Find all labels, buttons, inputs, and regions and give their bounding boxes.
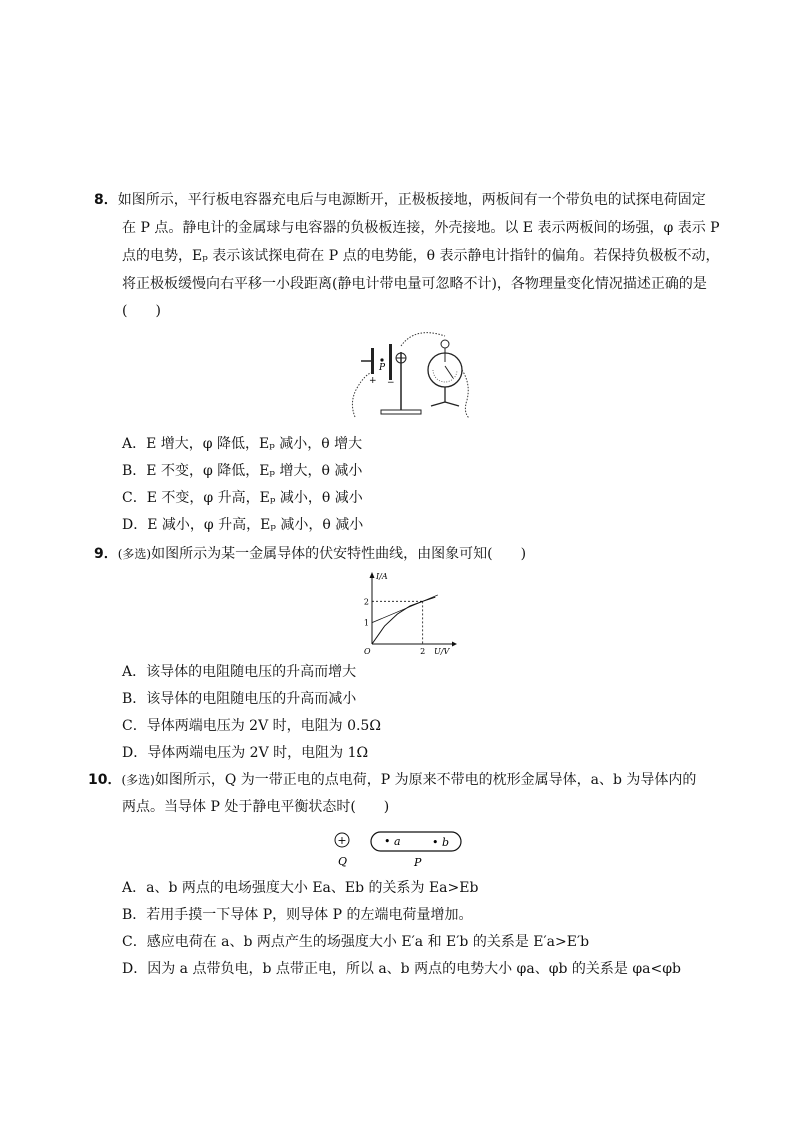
q8-number: 8．: [94, 192, 118, 208]
q8-line-1: [94, 190, 706, 210]
q10-option-b: B．若用手摸一下导体 P，则导体 P 的左端电荷量增加。: [122, 907, 473, 923]
charge-q-label: Q: [338, 855, 348, 868]
point-b-label: • b: [432, 836, 450, 849]
q8-stem-line-2: 在 P 点。静电计的金属球与电容器的负极板连接，外壳接地。以 E 表示两板间的场强，φ 表示 P: [122, 220, 720, 236]
y-axis-label: I/A: [376, 572, 388, 581]
q10-multi-tag: (多选): [121, 773, 155, 787]
charge-point-p: [380, 358, 383, 361]
tangent-line: [372, 595, 438, 623]
electrometer-scale: [433, 370, 457, 382]
q10-option-a: A．a、b 两点的电场强度大小 Ea、Eb 的关系为 Ea>Eb: [122, 880, 479, 896]
ground-wire-right: [462, 370, 469, 418]
positive-plate: [371, 348, 374, 374]
point-a-label: • a: [384, 835, 401, 848]
label-plus: +: [369, 376, 377, 386]
iv-curve-line: [372, 597, 435, 644]
electrometer-foot-left: [431, 402, 445, 406]
origin-label: O: [364, 647, 371, 656]
q9-line-1: [94, 544, 526, 564]
q10-stem-line-2: 两点。当导体 P 处于静电平衡状态时( ): [122, 799, 390, 815]
q8-stem-line-3: 点的电势，Eₚ 表示该试探电荷在 P 点的电势能，θ 表示静电计指针的偏角。若保持负极板不动，: [122, 248, 720, 264]
q10-option-c: C．感应电荷在 a、b 两点产生的场强度大小 E′a 和 E′b 的关系是 E′a>E′b: [122, 934, 590, 950]
q8-option-a: A．E 增大，φ 降低，Eₚ 减小，θ 增大: [122, 436, 363, 452]
label-p: P: [379, 363, 386, 373]
x-axis-arrow: [452, 642, 457, 647]
q8-option-d: D．E 减小，φ 升高，Eₚ 减小，θ 减小: [122, 517, 364, 533]
y-tick-label-1: 1: [363, 618, 369, 628]
label-minus: −: [387, 378, 395, 388]
q10-option-d: D．因为 a 点带负电，b 点带正电，所以 a、b 两点的电势大小 φa、φb 的关系是 φa<φb: [122, 961, 682, 977]
q8-option-b: B．E 不变，φ 降低，Eₚ 增大，θ 减小: [122, 463, 363, 479]
q9-number: 9．: [94, 546, 118, 562]
q10-number: 10．: [88, 772, 122, 788]
q9-option-c: C．导体两端电压为 2V 时，电阻为 0.5Ω: [122, 718, 381, 734]
negative-plate: [389, 344, 392, 380]
point-charge-conductor-figure: [330, 828, 470, 872]
electrometer-needle: [445, 366, 453, 378]
conductor-p-label: P: [414, 856, 422, 869]
x-tick-label-2: 2: [420, 647, 426, 656]
q9-option-b: B．该导体的电阻随电压的升高而减小: [122, 691, 357, 707]
q8-answer-blank: ( ): [122, 303, 161, 319]
q8-stem-line-4: 将正极板缓慢向右平移一小段距离(静电计带电量可忽略不计)，各物理量变化情况描述正确的是: [122, 276, 707, 292]
q9-stem: 如图所示为某一金属导体的伏安特性曲线，由图象可知( ): [151, 546, 527, 562]
q9-option-a: A．该导体的电阻随电压的升高而增大: [122, 664, 357, 680]
electrometer-ball: [441, 340, 449, 348]
q9-multi-tag: (多选): [117, 547, 152, 561]
q10-stem-line-1: 如图所示，Q 为一带正电的点电荷，P 为原来不带电的枕形金属导体，a、b 为导体内的: [154, 772, 697, 788]
electrometer-foot-right: [445, 402, 459, 406]
capacitor-electrometer-figure: [345, 322, 485, 422]
iv-curve-chart: [360, 568, 460, 656]
q10-line-1: [88, 770, 696, 790]
q9-option-d: D．导体两端电压为 2V 时，电阻为 1Ω: [122, 745, 369, 761]
stand-base: [381, 410, 421, 414]
y-tick-label-2: 2: [363, 597, 369, 607]
charge-q-symbol: +: [337, 834, 347, 847]
connection-wire: [401, 333, 445, 346]
x-axis-label: U/V: [434, 647, 450, 656]
y-axis-arrow: [370, 572, 375, 578]
q8-option-c: C．E 不变，φ 升高，Eₚ 减小，θ 减小: [122, 490, 363, 506]
q8-stem-line-1: 如图所示，平行板电容器充电后与电源断开，正极板接地，两板间有一个带负电的试探电荷固定: [117, 192, 706, 208]
